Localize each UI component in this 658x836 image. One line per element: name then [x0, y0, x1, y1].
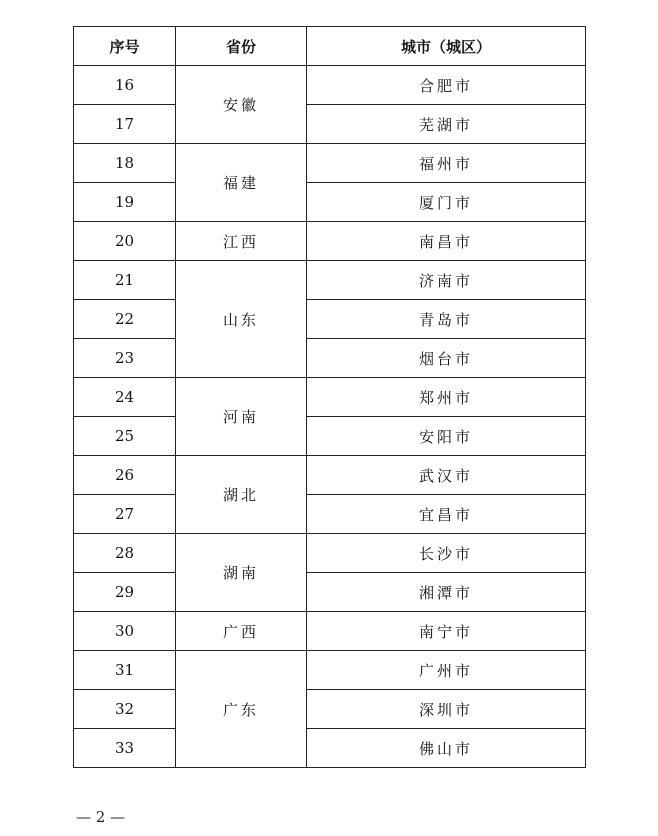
- province-cell: 安徽: [176, 66, 307, 144]
- table-row: [74, 105, 586, 144]
- table-row: [74, 456, 586, 495]
- table-row: [74, 66, 586, 105]
- serial-number-cell: 33: [74, 729, 176, 768]
- city-cell: 湘潭市: [307, 573, 586, 612]
- header-row: [74, 27, 586, 66]
- city-cell: 郑州市: [307, 378, 586, 417]
- city-cell: 福州市: [307, 144, 586, 183]
- table-row: [74, 729, 586, 768]
- city-cell: 安阳市: [307, 417, 586, 456]
- serial-number-cell: 17: [74, 105, 176, 144]
- serial-number-cell: 31: [74, 651, 176, 690]
- city-cell: 厦门市: [307, 183, 586, 222]
- table-row: [74, 417, 586, 456]
- table-row: [74, 690, 586, 729]
- serial-number-cell: 28: [74, 534, 176, 573]
- city-cell: 烟台市: [307, 339, 586, 378]
- province-cell: 湖北: [176, 456, 307, 534]
- page-number: — 2 —: [76, 808, 126, 826]
- table-row: [74, 144, 586, 183]
- city-cell: 武汉市: [307, 456, 586, 495]
- city-cell: 广州市: [307, 651, 586, 690]
- city-cell: 南宁市: [307, 612, 586, 651]
- city-cell: 长沙市: [307, 534, 586, 573]
- serial-number-cell: 27: [74, 495, 176, 534]
- city-cell: 佛山市: [307, 729, 586, 768]
- serial-number-cell: 22: [74, 300, 176, 339]
- table-row: [74, 495, 586, 534]
- city-cell: 芜湖市: [307, 105, 586, 144]
- table-body: [74, 66, 586, 768]
- city-cell: 济南市: [307, 261, 586, 300]
- city-table: [73, 26, 586, 768]
- city-cell: 合肥市: [307, 66, 586, 105]
- table-row: [74, 612, 586, 651]
- table-row: [74, 339, 586, 378]
- serial-number-cell: 32: [74, 690, 176, 729]
- city-cell: 南昌市: [307, 222, 586, 261]
- province-cell: 山东: [176, 261, 307, 378]
- serial-number-cell: 24: [74, 378, 176, 417]
- province-cell: 福建: [176, 144, 307, 222]
- table-row: [74, 300, 586, 339]
- city-cell: 宜昌市: [307, 495, 586, 534]
- table-row: [74, 651, 586, 690]
- serial-number-cell: 19: [74, 183, 176, 222]
- serial-number-cell: 21: [74, 261, 176, 300]
- serial-number-cell: 29: [74, 573, 176, 612]
- province-cell: 江西: [176, 222, 307, 261]
- header-serial-number: 序号: [74, 27, 176, 66]
- table-row: [74, 222, 586, 261]
- province-cell: 广西: [176, 612, 307, 651]
- table-row: [74, 378, 586, 417]
- header-province: 省份: [176, 27, 307, 66]
- serial-number-cell: 16: [74, 66, 176, 105]
- serial-number-cell: 30: [74, 612, 176, 651]
- province-cell: 广东: [176, 651, 307, 768]
- serial-number-cell: 20: [74, 222, 176, 261]
- serial-number-cell: 26: [74, 456, 176, 495]
- province-cell: 河南: [176, 378, 307, 456]
- table-row: [74, 261, 586, 300]
- serial-number-cell: 25: [74, 417, 176, 456]
- city-cell: 深圳市: [307, 690, 586, 729]
- table-row: [74, 534, 586, 573]
- serial-number-cell: 23: [74, 339, 176, 378]
- serial-number-cell: 18: [74, 144, 176, 183]
- table-row: [74, 183, 586, 222]
- city-cell: 青岛市: [307, 300, 586, 339]
- table-row: [74, 573, 586, 612]
- header-city: 城市（城区）: [307, 27, 586, 66]
- province-cell: 湖南: [176, 534, 307, 612]
